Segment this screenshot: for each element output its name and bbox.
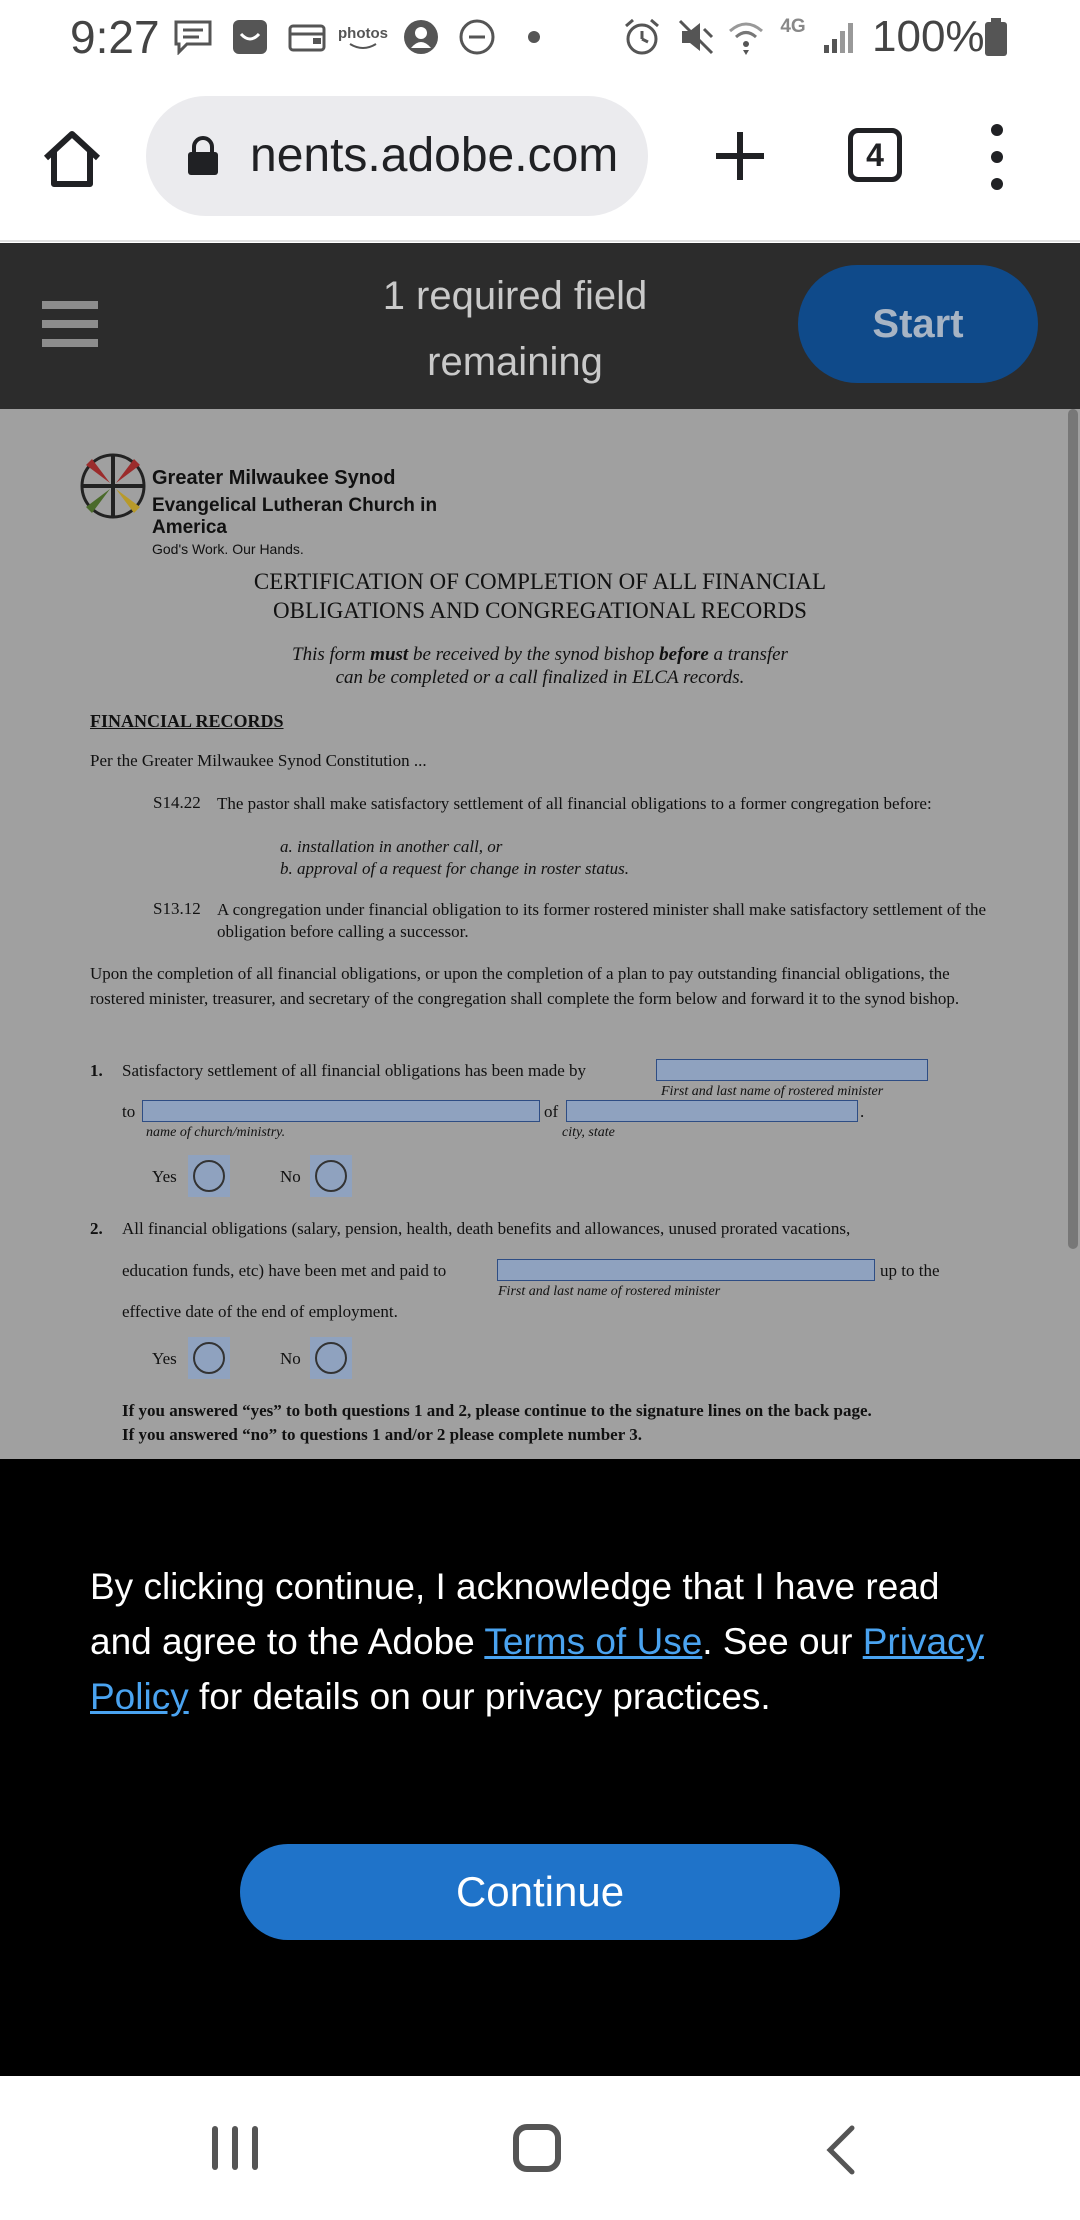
q1-minister-name-field[interactable] <box>656 1059 928 1081</box>
title-line-1: CERTIFICATION OF COMPLETION OF ALL FINANCIAL <box>253 569 827 594</box>
q1-church-name-field[interactable] <box>142 1100 540 1122</box>
photos-app-label: photos <box>338 24 388 42</box>
completion-paragraph: Upon the completion of all financial obligations, or upon the completion of a plan to pay outstanding financial obligations, the rostered minister, treasurer, and secretary of the congregation shall complete the form below and forward it to the synod bishop. <box>90 964 960 1008</box>
network-type: 4G <box>780 16 806 37</box>
yes-label: Yes <box>152 1349 177 1368</box>
terms-of-use-link[interactable]: Terms of Use <box>484 1621 703 1662</box>
question-text: to <box>122 1102 136 1121</box>
q1-yes-radio[interactable] <box>188 1155 230 1197</box>
field-caption: name of church/ministry. <box>146 1125 286 1140</box>
q1-no-radio[interactable] <box>310 1155 352 1197</box>
clause-text: The pastor shall make satisfactory settlement of all financial obligations to a former congregation before: <box>217 794 932 813</box>
q2-no-radio[interactable] <box>310 1337 352 1379</box>
alarm-icon <box>620 16 664 58</box>
consent-text-part: . See our <box>702 1621 863 1662</box>
hamburger-menu-icon[interactable] <box>42 301 98 347</box>
required-fields-status <box>300 263 730 395</box>
dot-icon <box>524 16 544 58</box>
new-tab-icon[interactable] <box>708 124 772 188</box>
status-time: 9:27 <box>70 11 160 63</box>
document-title <box>180 567 900 625</box>
question-text: of <box>544 1102 559 1121</box>
message-icon <box>172 16 214 58</box>
privacy-policy-link[interactable]: Privacy Policy <box>90 1621 985 1717</box>
synod-logo-icon <box>80 453 146 519</box>
notice-text: This form <box>292 644 371 665</box>
wallet-icon <box>286 16 328 58</box>
question-text: education funds, etc) have been met and paid to <box>122 1261 447 1280</box>
field-caption: First and last name of rostered minister <box>661 1084 884 1099</box>
consent-dialog <box>0 1459 1080 2076</box>
field-caption: First and last name of rostered minister <box>498 1284 721 1299</box>
no-label: No <box>280 1349 301 1368</box>
question-text: . <box>860 1102 865 1121</box>
clause-number: S13.12 <box>153 899 201 918</box>
system-nav-bar <box>0 2076 1080 2220</box>
question-text: up to the <box>880 1261 940 1280</box>
notice-text: a transfer <box>708 644 788 665</box>
wifi-icon <box>726 16 766 58</box>
no-label: No <box>280 1167 301 1186</box>
battery-percentage: 100% <box>872 12 985 61</box>
org-church: Evangelical Lutheran Church in America <box>152 495 438 538</box>
required-line-1: 1 required field <box>382 274 648 318</box>
consent-text-part: for details on our privacy practices. <box>188 1676 771 1717</box>
overflow-menu-icon[interactable] <box>972 124 1022 190</box>
clause-text: A congregation under financial obligation to its former rostered minister shall make satisfactory settlement of the obligation before calling a successor. <box>217 900 987 941</box>
org-tagline: God's Work. Our Hands. <box>152 541 304 557</box>
photos-icon <box>230 16 270 58</box>
section-heading: FINANCIAL RECORDS <box>90 711 284 731</box>
document-page <box>0 409 1068 1459</box>
clause-item: b. approval of a request for change in roster status. <box>280 859 629 878</box>
notice-before: before <box>659 644 709 665</box>
photos-app-icon <box>340 16 386 58</box>
title-line-2: OBLIGATIONS AND CONGREGATIONAL RECORDS <box>273 598 807 623</box>
yes-label: Yes <box>152 1167 177 1186</box>
question-number: 2. <box>90 1219 103 1238</box>
account-icon <box>400 16 442 58</box>
document-notice <box>180 643 900 689</box>
browser-toolbar <box>0 74 1080 242</box>
q1-city-state-field[interactable] <box>566 1100 858 1122</box>
home-icon[interactable] <box>40 126 104 190</box>
instruction-line: If you answered “yes” to both questions 1 and 2, please continue to the signature lines on the back page. <box>122 1401 872 1420</box>
q2-yes-radio[interactable] <box>188 1337 230 1379</box>
q2-minister-name-field[interactable] <box>497 1259 875 1281</box>
clause-item: a. installation in another call, or <box>280 837 503 856</box>
notice-text: be received by the synod bishop <box>408 644 660 665</box>
lock-icon <box>186 136 220 176</box>
status-bar <box>0 0 1080 74</box>
url-text: nents.adobe.com <box>250 129 619 182</box>
tab-switcher-button[interactable]: 4 <box>848 128 902 182</box>
org-name: Greater Milwaukee Synod <box>152 467 396 489</box>
field-caption: city, state <box>562 1125 615 1140</box>
question-text: All financial obligations (salary, pension, health, death benefits and allowances, unused prorated vacations, <box>122 1219 851 1238</box>
consent-text <box>90 1559 1010 1724</box>
continue-button[interactable]: Continue <box>240 1844 840 1940</box>
instruction-line: If you answered “no” to questions 1 and/or 2 please complete number 3. <box>122 1425 642 1444</box>
consent-text-part: By clicking continue, I acknowledge that I have read and agree to the Adobe <box>90 1566 940 1662</box>
do-not-disturb-icon <box>456 16 498 58</box>
mute-icon <box>674 16 718 58</box>
document-scrollbar[interactable] <box>1068 409 1078 1249</box>
notice-line-2: can be completed or a call finalized in ELCA records. <box>335 667 745 688</box>
required-line-2: remaining <box>427 340 603 384</box>
question-number: 1. <box>90 1061 103 1080</box>
clause-number: S14.22 <box>153 793 201 812</box>
document-viewer[interactable] <box>0 409 1080 1459</box>
adobe-sign-header <box>0 243 1080 409</box>
start-button[interactable]: Start <box>798 265 1038 383</box>
notice-must: must <box>370 644 409 665</box>
question-text: Satisfactory settlement of all financial obligations has been made by <box>122 1061 587 1080</box>
question-text: effective date of the end of employment. <box>122 1302 398 1321</box>
back-icon[interactable] <box>822 2124 862 2176</box>
signal-icon <box>820 16 860 58</box>
address-bar[interactable] <box>146 96 648 216</box>
recent-apps-icon[interactable] <box>212 2126 258 2172</box>
home-nav-icon[interactable] <box>513 2124 561 2172</box>
constitution-intro: Per the Greater Milwaukee Synod Constitution ... <box>90 751 427 770</box>
battery-icon <box>982 16 1010 58</box>
